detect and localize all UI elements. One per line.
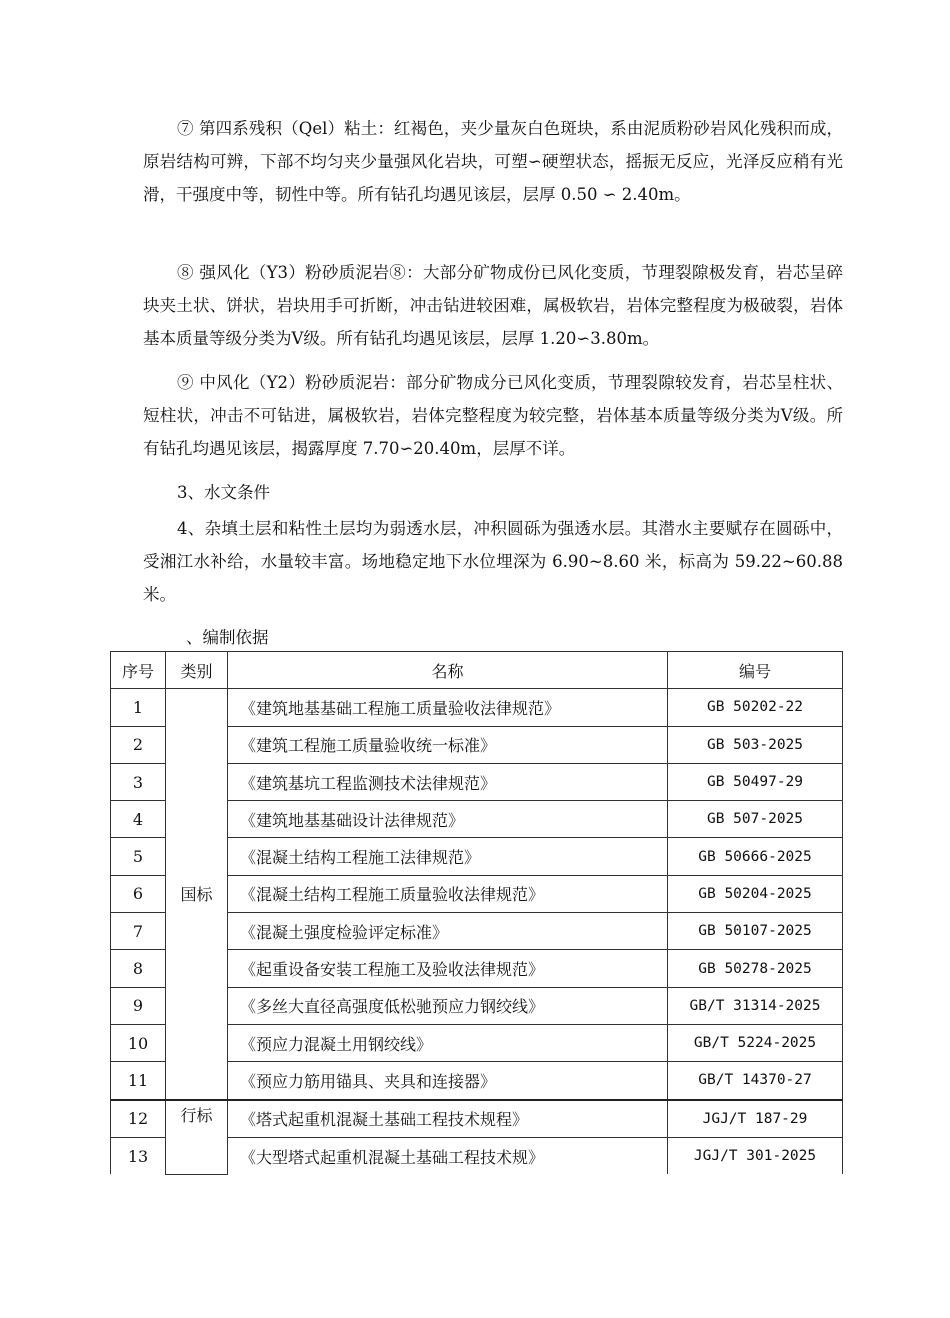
paragraph-groundwater: 4、杂填土层和粘性土层均为弱透水层，冲积圆砾为强透水层。其潜水主要赋存在圆砾中，受湘江水补给，水量较丰富。场地稳定地下水位埋深为 6.90~8.60 米，标高为 59.22~60.88 米。 — [143, 519, 843, 604]
row-name: 《塔式起重机混凝土基础工程技术规程》 — [228, 1100, 668, 1138]
row-code: GB 50278-2025 — [668, 950, 843, 987]
row-index: 11 — [111, 1062, 166, 1100]
row-index: 9 — [111, 987, 166, 1024]
header-code: 编号 — [668, 652, 843, 689]
row-name: 《建筑地基基础工程施工质量验收法律规范》 — [228, 689, 668, 726]
header-index: 序号 — [111, 652, 166, 689]
paragraph-layer-8-strongly-weathered: ⑧ 强风化（Y3）粉砂质泥岩⑧：大部分矿物成份已风化变质，节理裂隙极发育，岩芯呈碎块夹土状、饼状，岩块用手可折断，冲击钻进较困难，属极软岩，岩体完整程度为极破裂，岩体基本质量等级分类为Ⅴ级。所有钻孔均遇见该层，层厚 1.20∽3.80m。 — [143, 263, 843, 348]
row-code: GB 50666-2025 — [668, 838, 843, 875]
table-row — [111, 1100, 843, 1138]
row-index: 4 — [111, 801, 166, 838]
row-code: GB/T 5224-2025 — [668, 1024, 843, 1061]
row-index: 10 — [111, 1024, 166, 1061]
row-name: 《起重设备安装工程施工及验收法律规范》 — [228, 950, 668, 987]
row-index: 8 — [111, 950, 166, 987]
standards-table — [110, 651, 843, 1175]
row-name: 《建筑地基基础设计法律规范》 — [228, 801, 668, 838]
row-code: GB 50497-29 — [668, 763, 843, 800]
paragraph-layer-9-moderately-weathered: ⑨ 中风化（Y2）粉砂质泥岩：部分矿物成分已风化变质，节理裂隙较发育，岩芯呈柱状、短柱状，冲击不可钻进，属极软岩，岩体完整程度为较完整，岩体基本质量等级分类为Ⅴ级。所有钻孔均遇见该层，揭露厚度 7.70∽20.40m，层厚不详。 — [143, 373, 843, 458]
row-code: GB 507-2025 — [668, 801, 843, 838]
row-index: 2 — [111, 726, 166, 763]
row-name: 《预应力筋用锚具、夹具和连接器》 — [228, 1062, 668, 1100]
row-index: 7 — [111, 913, 166, 950]
section-heading-basis: 、编制依据 — [186, 628, 269, 647]
row-index: 5 — [111, 838, 166, 875]
row-name: 《多丝大直径高强度低松驰预应力钢绞线》 — [228, 987, 668, 1024]
row-index: 3 — [111, 763, 166, 800]
row-name: 《混凝土结构工程施工质量验收法律规范》 — [228, 875, 668, 912]
row-name: 《混凝土强度检验评定标准》 — [228, 913, 668, 950]
row-index: 1 — [111, 689, 166, 726]
row-code: GB 50204-2025 — [668, 875, 843, 912]
header-category: 类别 — [166, 652, 228, 689]
row-code: JGJ/T 301-2025 — [668, 1137, 843, 1174]
row-name: 《混凝土结构工程施工法律规范》 — [228, 838, 668, 875]
row-name: 《建筑基坑工程监测技术法律规范》 — [228, 763, 668, 800]
row-code: GB/T 14370-27 — [668, 1062, 843, 1100]
row-code: JGJ/T 187-29 — [668, 1100, 843, 1138]
row-code: GB 50107-2025 — [668, 913, 843, 950]
hydrology-heading: 3、水文条件 — [177, 483, 270, 502]
row-code: GB/T 31314-2025 — [668, 987, 843, 1024]
row-index: 13 — [111, 1137, 166, 1174]
category-national: 国标 — [166, 689, 228, 1100]
row-name: 《大型塔式起重机混凝土基础工程技术规》 — [228, 1137, 668, 1174]
row-code: GB 503-2025 — [668, 726, 843, 763]
paragraph-layer-7-clay: ⑦ 第四系残积（Qel）粘土：红褐色，夹少量灰白色斑块，系由泥质粉砂岩风化残积而成，原岩结构可辨，下部不均匀夹少量强风化岩块，可塑∽硬塑状态，摇振无反应，光泽反应稍有光滑，干强度中等，韧性中等。所有钻孔均遇见该层，层厚 0.50 ∽ 2.40m。 — [143, 119, 843, 204]
row-index: 6 — [111, 875, 166, 912]
table-header-row — [111, 652, 843, 689]
header-name: 名称 — [228, 652, 668, 689]
row-name: 《预应力混凝土用钢绞线》 — [228, 1024, 668, 1061]
row-index: 12 — [111, 1100, 166, 1138]
row-code: GB 50202-22 — [668, 689, 843, 726]
category-industry: 行标 — [166, 1100, 228, 1175]
table-row — [111, 689, 843, 726]
row-name: 《建筑工程施工质量验收统一标准》 — [228, 726, 668, 763]
